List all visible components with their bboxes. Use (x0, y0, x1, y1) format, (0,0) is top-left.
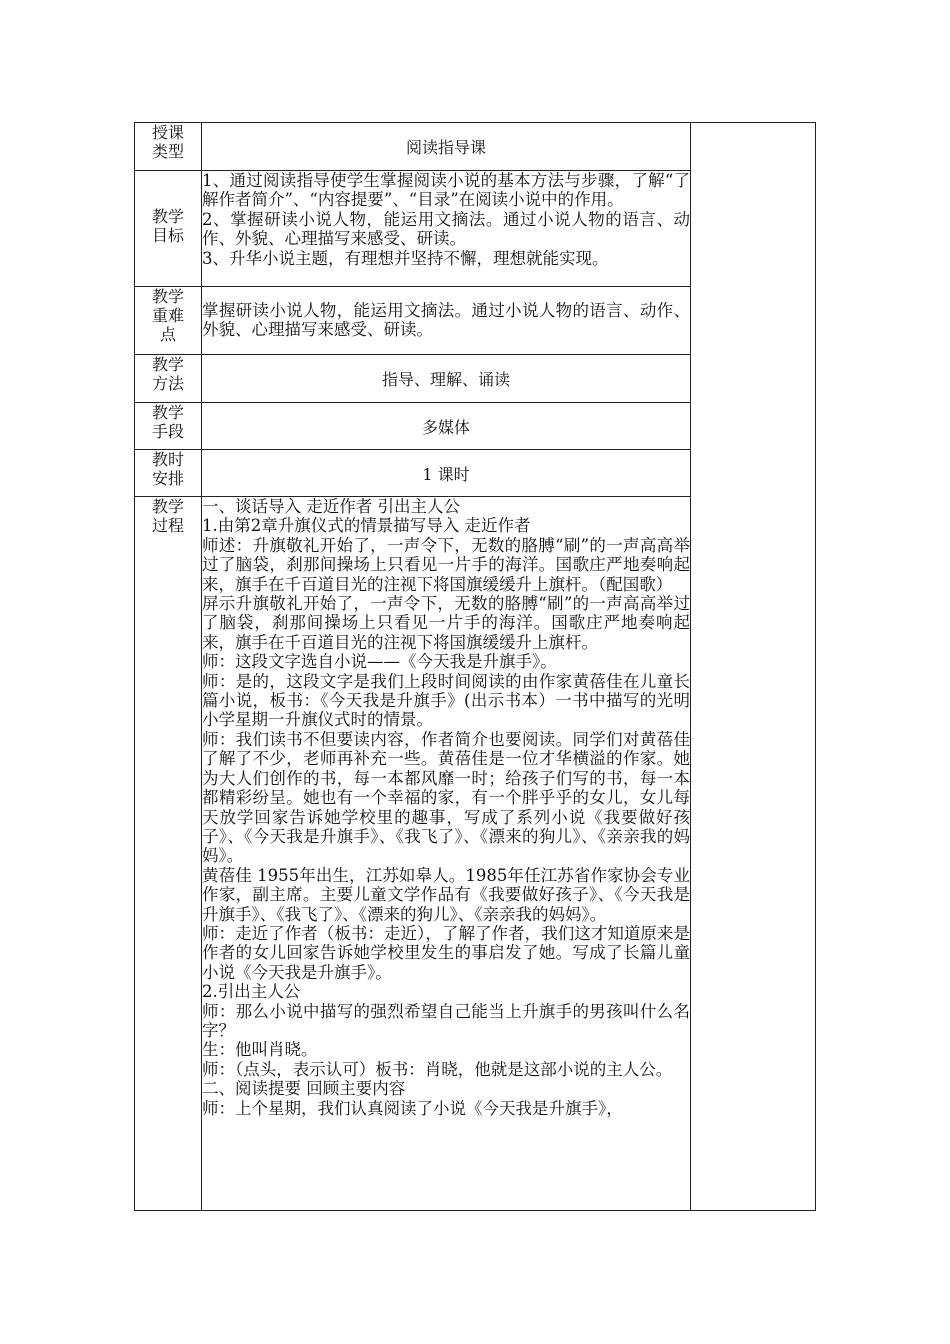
goal-item: 2、掌握研读小说人物，能运用文摘法。通过小说人物的语言、动作、外貌、心理描写来感受、研读。 (202, 209, 690, 249)
label-time: 教时 安排 (135, 450, 202, 497)
lesson-plan-table (134, 122, 816, 1211)
process-paragraph: 二、阅读提要 回顾主要内容 (202, 1079, 406, 1099)
process-content (202, 497, 691, 1211)
process-paragraph: 1.由第2章升旗仪式的情景描写导入 走近作者 (202, 516, 531, 536)
process-paragraph: 屏示升旗敬礼开始了，一声令下，无数的胳膊“刷”的一声高高举过了脑袋，刹那间操场上只看见一片手的海洋。国歌庄严地奏响起来，旗手在千百道目光的注视下将国旗缓缓升上旗杆。 (202, 594, 690, 652)
process-paragraph: 师：走近了作者（板书：走近），了解了作者，我们这才知道原来是作者的女儿回家告诉她学校里发生的事启发了她。写成了长篇儿童小说《今天我是升旗手》。 (202, 923, 690, 982)
label-method: 教学 方法 (135, 355, 202, 403)
label-difficulty: 教学 重难 点 (135, 287, 202, 355)
goals-content (202, 171, 691, 287)
process-paragraph: 师：那么小说中描写的强烈希望自己能当上升旗手的男孩叫什么名字？ (202, 1001, 690, 1040)
difficulty-content: 掌握研读小说人物，能运用文摘法。通过小说人物的语言、动作、外貌、心理描写来感受、研读。 (202, 287, 691, 355)
process-paragraph: 2.引出主人公 (202, 982, 301, 1002)
label-process: 教学 过程 (135, 497, 202, 1211)
value-lesson-type: 阅读指导课 (202, 123, 691, 171)
label-lesson-type: 授课 类型 (135, 123, 202, 171)
process-paragraph: 师：这段文字选自小说——《今天我是升旗手》。 (202, 652, 557, 672)
process-paragraph: 生：他叫肖晓。 (202, 1040, 318, 1060)
row-lesson-type (135, 123, 816, 171)
process-paragraph: 一、谈话导入 走近作者 引出主人公 (202, 497, 460, 516)
process-paragraph: 师：上个星期，我们认真阅读了小说《今天我是升旗手》， (202, 1098, 623, 1118)
goal-item: 1、通过阅读指导使学生掌握阅读小说的基本方法与步骤，了解“了解作者简介”、“内容提要”、“目录”在阅读小说中的作用。 (202, 171, 690, 210)
notes-column (691, 123, 816, 1211)
value-means: 多媒体 (202, 403, 691, 450)
process-paragraph: 师：（点头，表示认可）板书：肖晓，他就是这部小说的主人公。 (202, 1059, 673, 1079)
process-paragraphs (202, 497, 690, 1118)
goal-item: 3、升华小说主题，有理想并坚持不懈，理想就能实现。 (202, 248, 609, 268)
value-method: 指导、理解、诵读 (202, 355, 691, 403)
process-paragraph: 黄蓓佳 1955年出生，江苏如皋人。1985年任江苏省作家协会专业作家，副主席。主要儿童文学作品有《我要做好孩子》、《今天我是升旗手》、《我飞了》、《漂来的狗儿》、《亲亲我的妈妈》。 (202, 865, 690, 924)
process-paragraph: 师述：升旗敬礼开始了，一声令下，无数的胳膊“刷”的一声高高举过了脑袋，刹那间操场上只看见一片手的海洋。国歌庄严地奏响起来，旗手在千百道目光的注视下将国旗缓缓升上旗杆。（配国歌） (202, 535, 690, 594)
process-paragraph: 师：我们读书不但要读内容，作者简介也要阅读。同学们对黄蓓佳了解了不少，老师再补充一些。黄蓓佳是一位才华横溢的作家。她为大人们创作的书，每一本都风靡一时；给孩子们写的书，每一本都精彩纷呈。她也有一个幸福的家，有一个胖乎乎的女儿，女儿每天放学回家告诉她学校里的趣事，写成了系列小说《我要做好孩子》、《今天我是升旗手》、《我飞了》、《漂来的狗儿》、《亲亲我的妈妈》。 (202, 729, 690, 866)
label-means: 教学 手段 (135, 403, 202, 450)
label-goals: 教学 目标 (135, 171, 202, 287)
value-time: 1 课时 (202, 450, 691, 497)
process-paragraph: 师：是的，这段文字是我们上段时间阅读的由作家黄蓓佳在儿童长篇小说，板书：《今天我是升旗手》(出示书本）一书中描写的光明小学星期一升旗仪式时的情景。 (202, 671, 690, 730)
